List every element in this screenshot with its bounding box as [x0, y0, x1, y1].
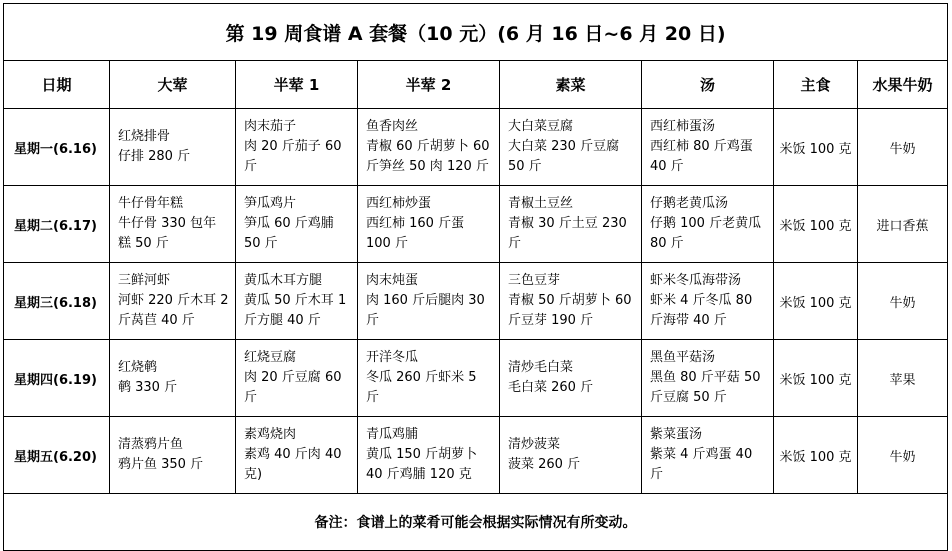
- dish-name: 清炒菠菜: [508, 437, 561, 452]
- staple-cell: 米饭 100 克: [774, 417, 858, 494]
- dish-cell: [358, 417, 500, 494]
- header-staple: 主食: [774, 61, 858, 109]
- dish-ingredients: 笋瓜 60 斤鸡脯 50 斤: [244, 216, 334, 251]
- dish-ingredients: 河虾 220 斤木耳 2 斤莴苣 40 斤: [118, 293, 229, 328]
- dish-cell: [110, 340, 236, 417]
- dish-cell: [642, 417, 774, 494]
- dish-ingredients: 西红柿 160 斤蛋 100 斤: [366, 216, 465, 251]
- dish-ingredients: 冬瓜 260 斤虾米 5 斤: [366, 370, 477, 405]
- dish-name: 西红柿蛋汤: [650, 119, 716, 134]
- fruit-milk-cell: 进口香蕉: [858, 186, 948, 263]
- day-label: 星期一(6.16): [4, 109, 110, 186]
- dish-ingredients: 紫菜 4 斤鸡蛋 40 斤: [650, 447, 753, 482]
- dish-ingredients: 黄瓜 150 斤胡萝卜 40 斤鸡脯 120 克: [366, 447, 478, 482]
- dish-ingredients: 青椒 50 斤胡萝卜 60 斤豆芽 190 斤: [508, 293, 632, 328]
- dish-name: 三色豆芽: [508, 273, 561, 288]
- header-row: [4, 61, 948, 109]
- table-row: [4, 186, 948, 263]
- dish-cell: [500, 417, 642, 494]
- header-half-meat-1: 半荤 1: [236, 61, 358, 109]
- dish-name: 素鸡烧肉: [244, 427, 297, 442]
- dish-cell: [236, 109, 358, 186]
- dish-ingredients: 毛白菜 260 斤: [508, 380, 594, 395]
- dish-ingredients: 肉 20 斤茄子 60 斤: [244, 139, 342, 174]
- dish-cell: [236, 186, 358, 263]
- dish-cell: [236, 263, 358, 340]
- dish-ingredients: 素鸡 40 斤肉 40 克): [244, 447, 342, 482]
- fruit-milk-cell: 牛奶: [858, 263, 948, 340]
- dish-ingredients: 黄瓜 50 斤木耳 1 斤方腿 40 斤: [244, 293, 347, 328]
- dish-ingredients: 肉 160 斤后腿肉 30 斤: [366, 293, 485, 328]
- day-label: 星期二(6.17): [4, 186, 110, 263]
- footnote: 备注：食谱上的菜肴可能会根据实际情况有所变动。: [4, 494, 948, 551]
- staple-cell: 米饭 100 克: [774, 186, 858, 263]
- table-row: [4, 340, 948, 417]
- dish-name: 牛仔骨年糕: [118, 196, 184, 211]
- dish-ingredients: 鸦片鱼 350 斤: [118, 457, 204, 472]
- staple-cell: 米饭 100 克: [774, 109, 858, 186]
- dish-cell: [110, 186, 236, 263]
- dish-cell: [236, 340, 358, 417]
- dish-name: 三鲜河虾: [118, 273, 171, 288]
- dish-cell: [358, 109, 500, 186]
- dish-name: 西红柿炒蛋: [366, 196, 432, 211]
- dish-ingredients: 虾米 4 斤冬瓜 80 斤海带 40 斤: [650, 293, 753, 328]
- fruit-milk-cell: 牛奶: [858, 417, 948, 494]
- dish-cell: [500, 340, 642, 417]
- dish-name: 肉末炖蛋: [366, 273, 419, 288]
- dish-name: 红烧排骨: [118, 129, 171, 144]
- dish-ingredients: 菠菜 260 斤: [508, 457, 581, 472]
- header-main-meat: 大荤: [110, 61, 236, 109]
- dish-ingredients: 黑鱼 80 斤平菇 50 斤豆腐 50 斤: [650, 370, 761, 405]
- dish-name: 仔鹅老黄瓜汤: [650, 196, 729, 211]
- day-label: 星期三(6.18): [4, 263, 110, 340]
- menu-title: 第 19 周食谱 A 套餐（10 元）(6 月 16 日~6 月 20 日): [4, 4, 948, 61]
- menu-table: [3, 3, 948, 551]
- table-row: [4, 263, 948, 340]
- dish-cell: [358, 340, 500, 417]
- dish-name: 笋瓜鸡片: [244, 196, 297, 211]
- header-half-meat-2: 半荤 2: [358, 61, 500, 109]
- header-soup: 汤: [642, 61, 774, 109]
- dish-ingredients: 肉 20 斤豆腐 60 斤: [244, 370, 342, 405]
- dish-ingredients: 仔排 280 斤: [118, 149, 191, 164]
- dish-name: 黄瓜木耳方腿: [244, 273, 323, 288]
- dish-cell: [500, 263, 642, 340]
- dish-cell: [110, 109, 236, 186]
- dish-name: 红烧豆腐: [244, 350, 297, 365]
- dish-cell: [358, 186, 500, 263]
- staple-cell: 米饭 100 克: [774, 263, 858, 340]
- dish-cell: [642, 263, 774, 340]
- dish-name: 清炒毛白菜: [508, 360, 574, 375]
- table-row: [4, 109, 948, 186]
- day-label: 星期五(6.20): [4, 417, 110, 494]
- dish-name: 青椒土豆丝: [508, 196, 574, 211]
- dish-ingredients: 青椒 30 斤土豆 230 斤: [508, 216, 627, 251]
- dish-cell: [110, 263, 236, 340]
- dish-cell: [500, 109, 642, 186]
- fruit-milk-cell: 牛奶: [858, 109, 948, 186]
- dish-ingredients: 鹌 330 斤: [118, 380, 178, 395]
- dish-ingredients: 青椒 60 斤胡萝卜 60 斤笋丝 50 肉 120 斤: [366, 139, 490, 174]
- dish-name: 青瓜鸡脯: [366, 427, 419, 442]
- dish-name: 鱼香肉丝: [366, 119, 419, 134]
- dish-name: 黑鱼平菇汤: [650, 350, 716, 365]
- day-label: 星期四(6.19): [4, 340, 110, 417]
- dish-name: 清蒸鸦片鱼: [118, 437, 184, 452]
- dish-name: 虾米冬瓜海带汤: [650, 273, 742, 288]
- header-date: 日期: [4, 61, 110, 109]
- dish-cell: [236, 417, 358, 494]
- dish-cell: [110, 417, 236, 494]
- dish-ingredients: 牛仔骨 330 包年糕 50 斤: [118, 216, 217, 251]
- fruit-milk-cell: 苹果: [858, 340, 948, 417]
- staple-cell: 米饭 100 克: [774, 340, 858, 417]
- dish-ingredients: 仔鹅 100 斤老黄瓜 80 斤: [650, 216, 762, 251]
- dish-ingredients: 西红柿 80 斤鸡蛋 40 斤: [650, 139, 753, 174]
- dish-name: 红烧鹌: [118, 360, 158, 375]
- dish-cell: [642, 109, 774, 186]
- table-row: [4, 417, 948, 494]
- dish-cell: [642, 340, 774, 417]
- dish-cell: [358, 263, 500, 340]
- dish-name: 肉末茄子: [244, 119, 297, 134]
- dish-name: 紫菜蛋汤: [650, 427, 703, 442]
- dish-cell: [642, 186, 774, 263]
- dish-name: 开洋冬瓜: [366, 350, 419, 365]
- dish-ingredients: 大白菜 230 斤豆腐 50 斤: [508, 139, 620, 174]
- header-vegetable: 素菜: [500, 61, 642, 109]
- header-fruit-milk: 水果牛奶: [858, 61, 948, 109]
- dish-cell: [500, 186, 642, 263]
- dish-name: 大白菜豆腐: [508, 119, 574, 134]
